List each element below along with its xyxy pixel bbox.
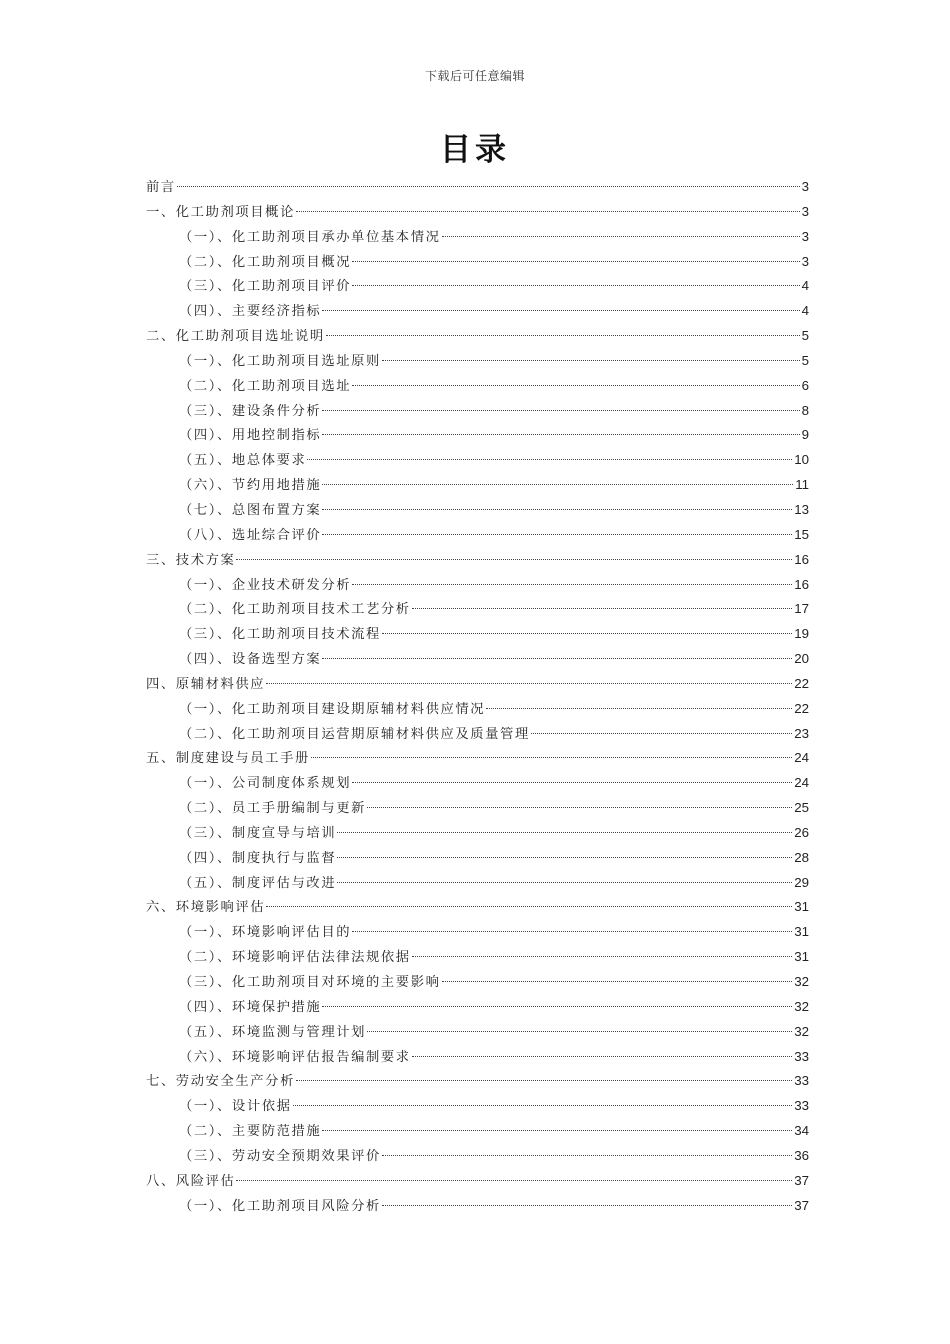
toc-page-number: 24	[794, 750, 809, 766]
toc-page-number: 3	[801, 203, 809, 219]
toc-section-entry[interactable]	[146, 1144, 809, 1169]
toc-section-entry[interactable]	[146, 920, 809, 945]
toc-page-number: 33	[794, 1073, 809, 1089]
toc-page-number: 36	[794, 1147, 809, 1163]
toc-page-number: 11	[795, 477, 809, 493]
toc-section-entry[interactable]	[146, 796, 809, 821]
toc-dot-leader	[322, 1130, 792, 1131]
toc-section-entry[interactable]	[146, 1020, 809, 1045]
toc-entry-title: （六）、节约用地措施	[179, 478, 322, 494]
toc-entry-title: 三、技术方案	[146, 552, 236, 568]
toc-dot-leader	[367, 1031, 792, 1032]
toc-page-number: 37	[794, 1197, 809, 1213]
toc-page-number: 37	[794, 1172, 809, 1188]
toc-page-number: 6	[801, 377, 809, 393]
toc-entry-title: （五）、环境监测与管理计划	[179, 1024, 367, 1040]
toc-dot-leader	[322, 410, 799, 411]
toc-page-number: 3	[801, 228, 809, 244]
toc-entry-title: （一）、化工助剂项目选址原则	[179, 353, 381, 369]
toc-section-entry[interactable]	[146, 697, 809, 722]
toc-section-entry[interactable]	[146, 1119, 809, 1144]
toc-entry-title: （五）、制度评估与改进	[179, 875, 337, 891]
toc-dot-leader	[266, 683, 792, 684]
toc-page-number: 29	[794, 874, 809, 890]
toc-entry-title: （二）、环境影响评估法律法规依据	[179, 950, 411, 966]
toc-chapter-entry[interactable]	[146, 200, 809, 225]
toc-entry-title: （一）、化工助剂项目承办单位基本情况	[179, 229, 441, 245]
toc-dot-leader	[337, 832, 792, 833]
toc-page-number: 32	[794, 998, 809, 1014]
toc-entry-title: 五、制度建设与员工手册	[146, 751, 310, 767]
toc-entry-title: （一）、设计依据	[179, 1099, 292, 1115]
toc-entry-title: （一）、企业技术研发分析	[179, 577, 352, 593]
toc-dot-leader	[531, 733, 792, 734]
toc-dot-leader	[337, 857, 792, 858]
toc-chapter-entry[interactable]	[146, 324, 809, 349]
toc-dot-leader	[412, 608, 793, 609]
toc-dot-leader	[177, 186, 800, 187]
toc-page-number: 31	[794, 949, 809, 965]
toc-page-number: 26	[794, 824, 809, 840]
toc-section-entry[interactable]	[146, 647, 809, 672]
toc-dot-leader	[326, 335, 800, 336]
toc-dot-leader	[322, 484, 793, 485]
toc-dot-leader	[322, 310, 799, 311]
toc-dot-leader	[412, 1056, 793, 1057]
toc-section-entry[interactable]	[146, 846, 809, 871]
toc-entry-title: （四）、设备选型方案	[179, 652, 322, 668]
toc-entry-title: （一）、化工助剂项目风险分析	[179, 1198, 381, 1214]
toc-entry-title: 八、风险评估	[146, 1173, 236, 1189]
toc-page-number: 9	[801, 427, 809, 443]
toc-section-entry[interactable]	[146, 399, 809, 424]
toc-entry-title: （一）、化工助剂项目建设期原辅材料供应情况	[179, 701, 486, 717]
toc-dot-leader	[352, 782, 792, 783]
toc-dot-leader	[322, 658, 792, 659]
toc-page-number: 8	[801, 402, 809, 418]
toc-dot-leader	[486, 708, 792, 709]
toc-entry-title: （三）、化工助剂项目评价	[179, 279, 352, 295]
toc-entry-title: （二）、化工助剂项目技术工艺分析	[179, 602, 411, 618]
toc-page-number: 33	[794, 1048, 809, 1064]
toc-dot-leader	[296, 1080, 792, 1081]
toc-section-entry[interactable]	[146, 274, 809, 299]
toc-section-entry[interactable]	[146, 622, 809, 647]
toc-page-number: 3	[801, 179, 809, 194]
toc-entry-title: （四）、环境保护措施	[179, 999, 322, 1015]
toc-entry-title: 一、化工助剂项目概论	[146, 204, 295, 220]
toc-entry-title: （二）、员工手册编制与更新	[179, 801, 367, 817]
toc-page-number: 24	[794, 775, 809, 791]
toc-section-entry[interactable]	[146, 299, 809, 324]
toc-section-entry[interactable]	[146, 1045, 809, 1070]
toc-section-entry[interactable]	[146, 970, 809, 995]
toc-page-number: 22	[794, 675, 809, 691]
toc-entry-title: （二）、化工助剂项目概况	[179, 254, 352, 270]
toc-dot-leader	[266, 906, 792, 907]
toc-section-entry[interactable]	[146, 374, 809, 399]
toc-page-number: 17	[794, 601, 809, 617]
toc-chapter-entry[interactable]	[146, 1069, 809, 1094]
toc-section-entry[interactable]	[146, 771, 809, 796]
toc-entry-title: （四）、制度执行与监督	[179, 850, 337, 866]
toc-section-entry[interactable]	[146, 498, 809, 523]
toc-dot-leader	[367, 807, 792, 808]
toc-section-entry[interactable]	[146, 722, 809, 747]
toc-page-number: 25	[794, 800, 809, 816]
toc-entry-title: （三）、制度宣导与培训	[179, 825, 337, 841]
toc-dot-leader	[236, 1180, 792, 1181]
toc-entry-title: 六、环境影响评估	[146, 900, 266, 916]
toc-dot-leader	[322, 534, 792, 535]
toc-section-entry[interactable]	[146, 573, 809, 598]
toc-entry-title: 前言	[146, 180, 176, 195]
toc-page-number: 23	[794, 725, 809, 741]
toc-page-number: 15	[794, 526, 809, 542]
toc-page-number: 34	[794, 1123, 809, 1139]
toc-entry-title: （一）、环境影响评估目的	[179, 925, 352, 941]
toc-section-entry[interactable]	[146, 945, 809, 970]
toc-section-entry[interactable]	[146, 473, 809, 498]
toc-section-entry[interactable]	[146, 250, 809, 275]
toc-page-number: 5	[801, 352, 809, 368]
table-of-contents	[146, 175, 809, 1218]
toc-dot-leader	[352, 261, 799, 262]
toc-section-entry[interactable]	[146, 448, 809, 473]
toc-section-entry[interactable]	[146, 423, 809, 448]
toc-dot-leader	[382, 360, 800, 361]
toc-entry-title: （三）、化工助剂项目对环境的主要影响	[179, 975, 441, 990]
toc-page-number: 22	[794, 700, 809, 716]
toc-dot-leader	[322, 1006, 792, 1007]
toc-entry-title: （八）、选址综合评价	[179, 527, 322, 543]
toc-entry-title: 二、化工助剂项目选址说明	[146, 329, 325, 345]
toc-entry-title: （六）、环境影响评估报告编制要求	[179, 1049, 411, 1065]
toc-chapter-entry[interactable]	[146, 895, 809, 920]
toc-entry-title: 四、原辅材料供应	[146, 676, 266, 692]
toc-section-entry[interactable]	[146, 871, 809, 896]
toc-entry-title: （一）、公司制度体系规划	[179, 776, 352, 792]
toc-dot-leader	[296, 211, 800, 212]
toc-dot-leader	[442, 236, 800, 237]
toc-dot-leader	[382, 633, 792, 634]
toc-page-number: 32	[794, 1023, 809, 1039]
toc-chapter-entry[interactable]	[146, 746, 809, 771]
toc-page-number: 28	[794, 849, 809, 865]
toc-entry-title: （四）、主要经济指标	[179, 304, 322, 320]
toc-dot-leader	[412, 956, 793, 957]
toc-entry-title: （三）、建设条件分析	[179, 403, 322, 419]
toc-page-number: 10	[794, 452, 809, 468]
toc-page-number: 19	[794, 626, 809, 642]
toc-entry-title: （二）、化工助剂项目运营期原辅材料供应及质量管理	[179, 726, 530, 742]
toc-section-entry[interactable]	[146, 995, 809, 1020]
toc-chapter-entry[interactable]	[146, 548, 809, 573]
toc-section-entry[interactable]	[146, 821, 809, 846]
toc-chapter-entry[interactable]	[146, 175, 809, 200]
toc-page-number: 3	[801, 253, 809, 269]
toc-dot-leader	[322, 434, 799, 435]
header-note: 下载后可任意编辑	[424, 69, 525, 83]
toc-dot-leader	[352, 584, 792, 585]
toc-entry-title: 七、劳动安全生产分析	[146, 1074, 295, 1090]
toc-section-entry[interactable]	[146, 1194, 809, 1219]
toc-section-entry[interactable]	[146, 225, 809, 250]
toc-dot-leader	[322, 509, 792, 510]
toc-page-number: 33	[794, 1098, 809, 1114]
toc-dot-leader	[311, 757, 792, 758]
toc-chapter-entry[interactable]	[146, 1169, 809, 1194]
toc-dot-leader	[307, 459, 792, 460]
toc-entry-title: （四）、用地控制指标	[179, 428, 322, 444]
toc-title: 目录	[440, 132, 510, 168]
toc-dot-leader	[352, 931, 792, 932]
toc-page-number: 13	[794, 501, 809, 517]
toc-entry-title: （七）、总图布置方案	[179, 502, 322, 518]
toc-page-number: 5	[801, 328, 809, 344]
toc-section-entry[interactable]	[146, 597, 809, 622]
toc-section-entry[interactable]	[146, 349, 809, 374]
toc-page-number: 16	[794, 576, 809, 592]
toc-entry-title: （五）、地总体要求	[179, 453, 307, 469]
toc-page-number: 20	[794, 651, 809, 667]
toc-entry-title: （二）、化工助剂项目选址	[179, 378, 352, 394]
toc-page-number: 4	[801, 278, 809, 294]
toc-entry-title: （三）、劳动安全预期效果评价	[179, 1148, 381, 1164]
toc-page-number: 31	[794, 924, 809, 940]
toc-dot-leader	[352, 285, 799, 286]
toc-chapter-entry[interactable]	[146, 672, 809, 697]
toc-entry-title: （二）、主要防范措施	[179, 1124, 322, 1140]
toc-dot-leader	[293, 1105, 793, 1106]
toc-section-entry[interactable]	[146, 1094, 809, 1119]
toc-page-number: 31	[794, 899, 809, 915]
toc-page-number: 4	[801, 303, 809, 319]
toc-page-number: 16	[794, 551, 809, 567]
toc-dot-leader	[236, 559, 792, 560]
toc-dot-leader	[337, 882, 792, 883]
toc-entry-title: （三）、化工助剂项目技术流程	[179, 627, 381, 643]
toc-dot-leader	[442, 981, 793, 982]
toc-section-entry[interactable]	[146, 523, 809, 548]
toc-dot-leader	[352, 385, 799, 386]
toc-page-number: 32	[794, 974, 809, 989]
toc-dot-leader	[382, 1155, 792, 1156]
toc-dot-leader	[382, 1205, 792, 1206]
